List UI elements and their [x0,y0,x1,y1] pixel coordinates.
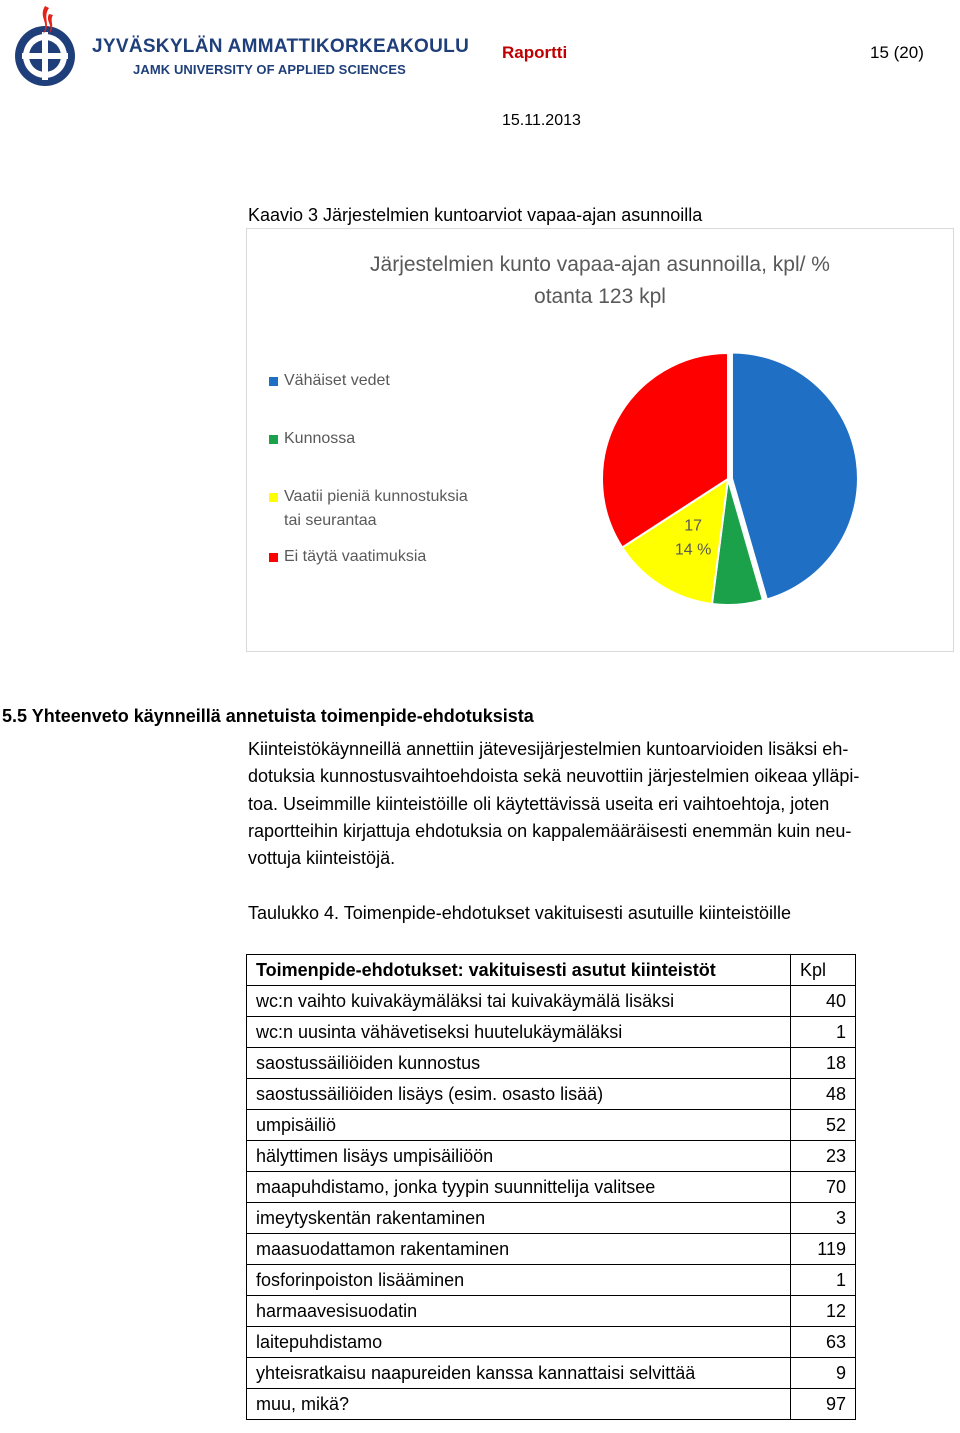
paragraph-line: raportteihin kirjattuja ehdotuksia on kappalemääräisesti enemmän kuin neu- [248,820,852,841]
chart-subtitle: otanta 123 kpl [534,285,666,308]
table-row [247,1110,856,1141]
legend-label-line: Vaatii pieniä kunnostuksia [284,488,468,505]
table-row [247,1389,856,1420]
table-row [247,1172,856,1203]
table-row [247,1296,856,1327]
chart-title: Järjestelmien kunto vapaa-ajan asunnoilla, kpl/ % [370,253,830,276]
pie-chart-container [246,228,954,652]
table-cell-measure: saostussäiliöiden lisäys (esim. osasto lisää) [247,1079,791,1110]
table-cell-count: 119 [791,1234,856,1265]
table-cell-measure: yhteisratkaisu naapureiden kanssa kannattaisi selvittää [247,1358,791,1389]
table-row [247,1048,856,1079]
table-cell-count: 70 [791,1172,856,1203]
page-number: 15 (20) [870,43,924,62]
table-row [247,986,856,1017]
pie-percent-label: 46 % [813,471,851,489]
document-type: Raportti [502,43,568,62]
pie-value-label: 17 [684,517,702,535]
table-cell-measure: wc:n vaihto kuivakäymäläksi tai kuivakäymälä lisäksi [247,986,791,1017]
pie-percent-label: 34 % [630,442,667,460]
table-caption: Taulukko 4. Toimenpide-ehdotukset vakituisesti asutuille kiinteistöille [248,903,791,923]
figure-caption: Kaavio 3 Järjestelmien kuntoarviot vapaa-ajan asunnoilla [248,205,703,225]
table-cell-measure: wc:n uusinta vähävetiseksi huutelukäymäläksi [247,1017,791,1048]
pie-value-label: 8 [731,559,740,577]
paragraph-line: Kiinteistökäynneillä annettiin jätevesijärjestelmien kuntoarvioiden lisäksi eh- [248,739,849,759]
table-cell-count: 23 [791,1141,856,1172]
legend-label-line: tai seurantaa [284,512,377,529]
table-header-row [247,955,856,986]
table-cell-count: 1 [791,1017,856,1048]
section-paragraph [248,736,953,872]
pie-percent-label: 14 % [674,541,712,559]
legend-label-line: Ei täytä vaatimuksia [284,548,427,565]
paragraph-line: vottuja kiinteistöjä. [248,848,396,869]
table-row [247,1203,856,1234]
legend-label-line: Kunnossa [284,430,356,447]
table-row [247,1141,856,1172]
table-cell-measure: maapuhdistamo, jonka tyypin suunnittelija valitsee [247,1172,791,1203]
pie-percent-label: 6 % [721,583,750,601]
table-cell-measure: imeytyskentän rakentaminen [247,1203,791,1234]
table-cell-count: 18 [791,1048,856,1079]
table-header-measure: Toimenpide-ehdotukset: vakituisesti asutut kiinteistöt [247,955,791,986]
table-cell-count: 97 [791,1389,856,1420]
paragraph-line: toa. Useimmille kiinteistöille oli käytettävissä useita eri vaihtoehtoja, joten [248,793,830,814]
table-cell-measure: hälyttimen lisäys umpisäiliöön [247,1141,791,1172]
legend-label-line: Vähäiset vedet [284,372,390,389]
document-date: 15.11.2013 [502,112,581,129]
section-heading: 5.5 Yhteenveto käynneillä annetuista toimenpide-ehdotuksista [2,706,534,726]
table-cell-measure: umpisäiliö [247,1110,791,1141]
logo-name-fi: JYVÄSKYLÄN AMMATTIKORKEAKOULU [92,36,470,57]
jamk-logo-emblem [12,4,78,88]
table-row [247,1265,856,1296]
table-cell-measure: fosforinpoiston lisääminen [247,1265,791,1296]
table-cell-count: 40 [791,986,856,1017]
table-row [247,1358,856,1389]
table-cell-count: 9 [791,1358,856,1389]
table-row [247,1234,856,1265]
table-row [247,1327,856,1358]
logo-name-en: JAMK UNIVERSITY OF APPLIED SCIENCES [133,62,406,77]
pie-chart [247,229,953,651]
table-cell-count: 48 [791,1079,856,1110]
table-cell-measure: maasuodattamon rakentaminen [247,1234,791,1265]
table-cell-count: 3 [791,1203,856,1234]
table-cell-measure: saostussäiliöiden kunnostus [247,1048,791,1079]
pie-value-label: 42 [639,418,658,436]
table-cell-count: 52 [791,1110,856,1141]
table-header-count: Kpl [791,955,856,986]
table-cell-count: 1 [791,1265,856,1296]
table-row [247,1017,856,1048]
paragraph-line: dotuksia kunnostusvaihtoehdoista sekä neuvottiin järjestelmien oikeaa ylläpi- [248,766,860,787]
measures-table [246,954,856,1420]
table-row [247,1079,856,1110]
pie-value-label: 56 [822,447,841,465]
table-cell-measure: laitepuhdistamo [247,1327,791,1358]
table-cell-count: 12 [791,1296,856,1327]
table-cell-count: 63 [791,1327,856,1358]
table-cell-measure: muu, mikä? [247,1389,791,1420]
table-cell-measure: harmaavesisuodatin [247,1296,791,1327]
